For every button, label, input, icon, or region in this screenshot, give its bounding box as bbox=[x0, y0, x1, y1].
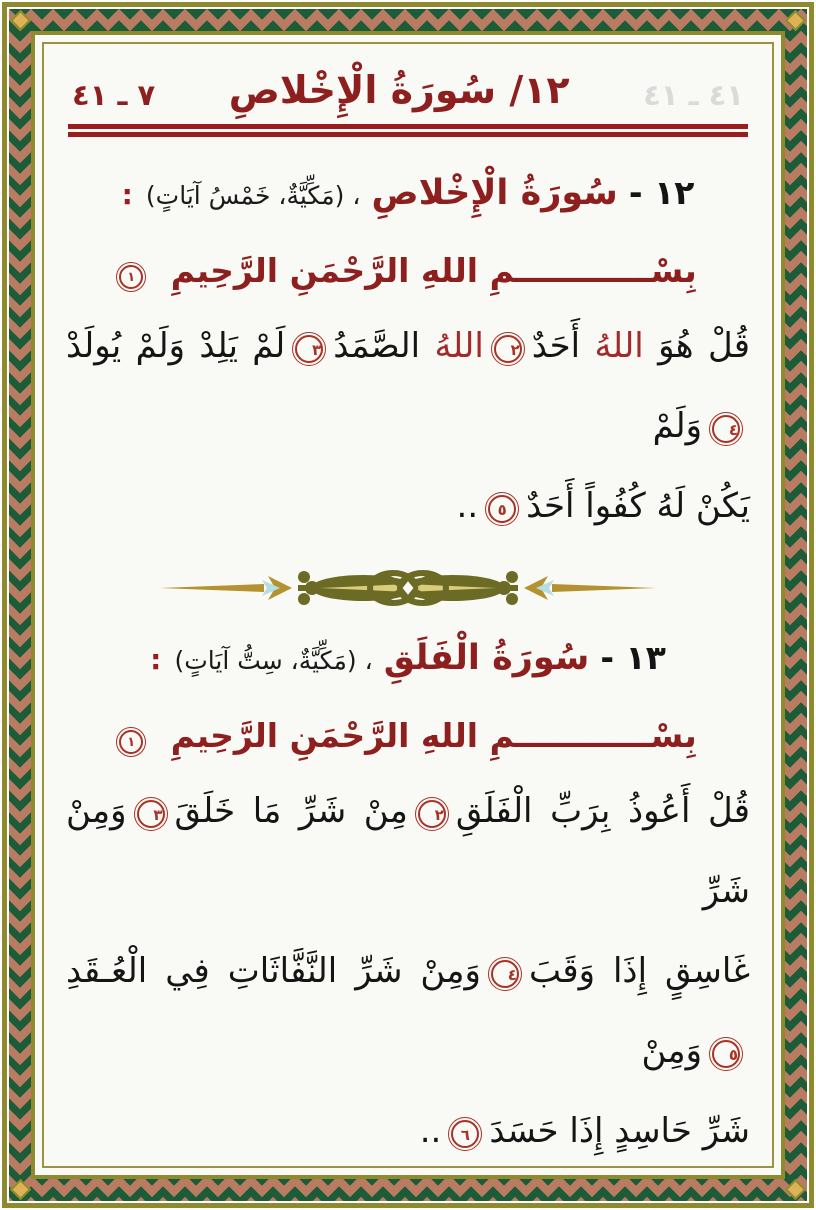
verse-marker: ٤ bbox=[491, 960, 519, 988]
page-content bbox=[42, 42, 774, 1168]
surah-name: سُورَةُ الْإِخْلاصِ bbox=[371, 173, 618, 213]
verse-line bbox=[66, 466, 750, 546]
verse-text-segment: اللهُ bbox=[434, 326, 484, 366]
verse-marker: ٢ bbox=[494, 335, 522, 363]
section-al-falaq bbox=[62, 638, 754, 1168]
corner-ornament bbox=[785, 1179, 806, 1200]
verse-block bbox=[62, 306, 754, 546]
verse-text-segment: مِنْ شَرِّ مَا خَلَقَ bbox=[174, 791, 408, 831]
diamond-chain-border bbox=[9, 9, 807, 1201]
divider-ornament bbox=[62, 564, 754, 612]
verse-marker: ٢ bbox=[418, 800, 446, 828]
surah-colon: : bbox=[150, 643, 162, 676]
verse-text-segment: وَمِنْ bbox=[641, 1031, 702, 1071]
verse-marker: ٥ bbox=[488, 495, 516, 523]
corner-ornament bbox=[785, 10, 806, 31]
verse-marker: ١ bbox=[119, 265, 143, 289]
header-page-range: ٧ ـ ٤١ bbox=[72, 78, 156, 112]
verse-text-segment: قُلْ هُوَ bbox=[643, 326, 750, 366]
verse-marker: ١ bbox=[119, 730, 143, 754]
verse-text-segment: وَمِنْ شَرِّ النَّفَّاثَاتِ فِي الْعُـقَدِ bbox=[66, 951, 481, 991]
page-border-inner bbox=[31, 31, 785, 1179]
corner-ornament bbox=[10, 10, 31, 31]
verse-line bbox=[66, 771, 750, 931]
verse-line bbox=[66, 1091, 750, 1168]
verse-text-segment: .. bbox=[456, 486, 479, 526]
verse-text-segment: شَرِّ حَاسِدٍ إِذَا حَسَدَ bbox=[489, 1111, 750, 1151]
verse-line bbox=[66, 931, 750, 1091]
surah-title-line bbox=[62, 638, 754, 678]
verse-block bbox=[62, 771, 754, 1168]
verse-marker: ٥ bbox=[712, 1040, 740, 1068]
verse-text-segment: وَلَمْ bbox=[652, 406, 702, 446]
verse-marker: ٣ bbox=[295, 335, 323, 363]
verse-text-segment: يَكُنْ لَهُ كُفُواً أَحَدٌ bbox=[526, 486, 750, 526]
verse-text-segment: .. bbox=[419, 1111, 442, 1151]
verse-line bbox=[66, 306, 750, 466]
verse-marker: ٤ bbox=[712, 415, 740, 443]
page-border-outer bbox=[2, 2, 814, 1208]
surah-name: سُورَةُ الْفَلَقِ bbox=[383, 638, 590, 678]
verse-text-segment: قُلْ أَعُوذُ بِرَبِّ الْفَلَقِ bbox=[455, 791, 750, 831]
surah-colon: : bbox=[121, 178, 133, 211]
verse-text-segment: لَمْ يَلِدْ وَلَمْ يُولَدْ bbox=[66, 326, 286, 366]
surah-meta: ، (مَكِّيَّةٌ، خَمْسُ آيَاتٍ) bbox=[145, 181, 361, 210]
surah-number: ١٢ - bbox=[628, 173, 695, 212]
header-page-range-faint: ٤١ ـ ٤١ bbox=[643, 78, 744, 112]
verse-marker: ٣ bbox=[137, 800, 165, 828]
basmala-text: بِسْــــــــــــمِ اللهِ الرَّحْمَنِ الرَّحِيمِ bbox=[170, 716, 697, 755]
verse-text-segment: أَحَدٌ bbox=[531, 326, 595, 366]
verse-text-segment: اللهُ bbox=[594, 326, 644, 366]
verse-text-segment: الصَّمَدُ bbox=[333, 326, 435, 366]
basmala-line bbox=[62, 716, 754, 755]
section-al-ikhlas bbox=[62, 173, 754, 612]
verse-text-segment: غَاسِقٍ إِذَا وَقَبَ bbox=[528, 951, 750, 991]
corner-ornament bbox=[10, 1179, 31, 1200]
surah-meta: ، (مَكِّيَّةٌ، سِتُّ آيَاتٍ) bbox=[174, 646, 373, 675]
basmala-text: بِسْــــــــــــمِ اللهِ الرَّحْمَنِ الرَّحِيمِ bbox=[170, 251, 697, 290]
page-header bbox=[62, 68, 754, 112]
surah-title-line bbox=[62, 173, 754, 213]
surah-number: ١٣ - bbox=[600, 638, 666, 677]
verse-marker: ٦ bbox=[451, 1120, 479, 1148]
header-double-rule bbox=[68, 124, 748, 137]
basmala-line bbox=[62, 251, 754, 290]
header-surah-title: ١٢/ سُورَةُ الْإِخْلاصِ bbox=[228, 68, 570, 112]
verse-text-segment: وَمِنْ شَرِّ bbox=[66, 791, 750, 911]
